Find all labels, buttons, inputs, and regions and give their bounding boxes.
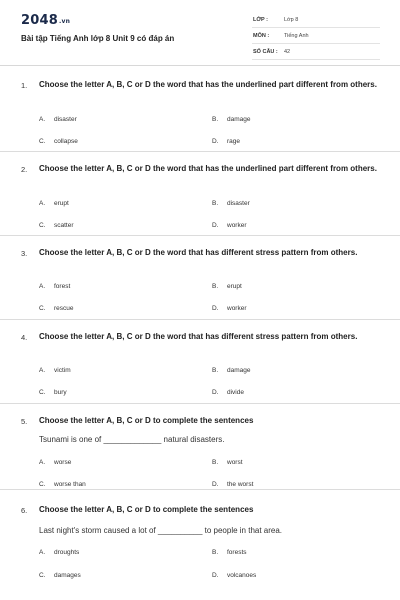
question-2 [0,152,400,236]
option-d[interactable]: D. worker [212,222,247,229]
option-a[interactable]: A. disaster [39,116,77,123]
meta-label: SỐ CÂU : [253,49,278,55]
option-a[interactable]: A. worse [39,459,72,466]
meta-row-subject [252,28,380,44]
question-6 [0,490,400,600]
question-4 [0,320,400,404]
option-d[interactable]: D. volcanoes [212,572,257,579]
option-a[interactable]: A. erupt [39,200,69,207]
option-d[interactable]: D. the worst [212,481,254,488]
option-b[interactable]: B. erupt [212,283,242,290]
meta-row-question-count [252,44,380,60]
option-c[interactable]: C. damages [39,572,81,579]
meta-row-class [252,12,380,28]
meta-value: Tiếng Anh [284,33,309,39]
question-number: 3. [21,249,28,258]
option-b[interactable]: B. damage [212,116,251,123]
question-prompt: Choose the letter A, B, C or D the word that has the underlined part different from others. [39,164,377,173]
question-number: 4. [21,333,28,342]
site-logo[interactable]: 2048.vn [21,13,71,28]
meta-label: LỚP : [253,17,268,23]
option-b[interactable]: B. damage [212,367,251,374]
page-header [0,0,400,66]
option-c[interactable]: C. worse than [39,481,86,488]
question-sentence: Tsunami is one of _____________ natural disasters. [39,435,225,444]
meta-value: 42 [284,49,291,55]
option-b[interactable]: B. worst [212,459,243,466]
question-sentence: Last night's storm caused a lot of __________ to people in that area. [39,526,283,535]
question-5 [0,404,400,490]
question-number: 6. [21,506,28,515]
question-prompt: Choose the letter A, B, C or D to complete the sentences [39,505,254,514]
meta-value: Lớp 8 [284,17,299,23]
question-3 [0,236,400,320]
option-a[interactable]: A. droughts [39,549,80,556]
meta-label: MÔN : [253,33,270,39]
question-prompt: Choose the letter A, B, C or D the word that has different stress pattern from others. [39,332,358,341]
option-c[interactable]: C. rescue [39,305,74,312]
option-a[interactable]: A. victim [39,367,71,374]
question-1 [0,66,400,152]
question-number: 2. [21,165,28,174]
question-number: 5. [21,417,28,426]
option-c[interactable]: C. bury [39,389,67,396]
option-c[interactable]: C. scatter [39,222,74,229]
question-prompt: Choose the letter A, B, C or D the word that has the underlined part different from others. [39,80,377,89]
option-d[interactable]: D. rage [212,138,241,145]
option-d[interactable]: D. divide [212,389,244,396]
document-title: Bài tập Tiếng Anh lớp 8 Unit 9 có đáp án [21,34,175,43]
option-a[interactable]: A. forest [39,283,71,290]
option-b[interactable]: B. disaster [212,200,250,207]
question-prompt: Choose the letter A, B, C or D to complete the sentences [39,416,254,425]
option-d[interactable]: D. worker [212,305,247,312]
option-c[interactable]: C. collapse [39,138,78,145]
question-prompt: Choose the letter A, B, C or D the word that has different stress pattern from others. [39,248,358,257]
option-b[interactable]: B. forests [212,549,247,556]
question-number: 1. [21,81,28,90]
